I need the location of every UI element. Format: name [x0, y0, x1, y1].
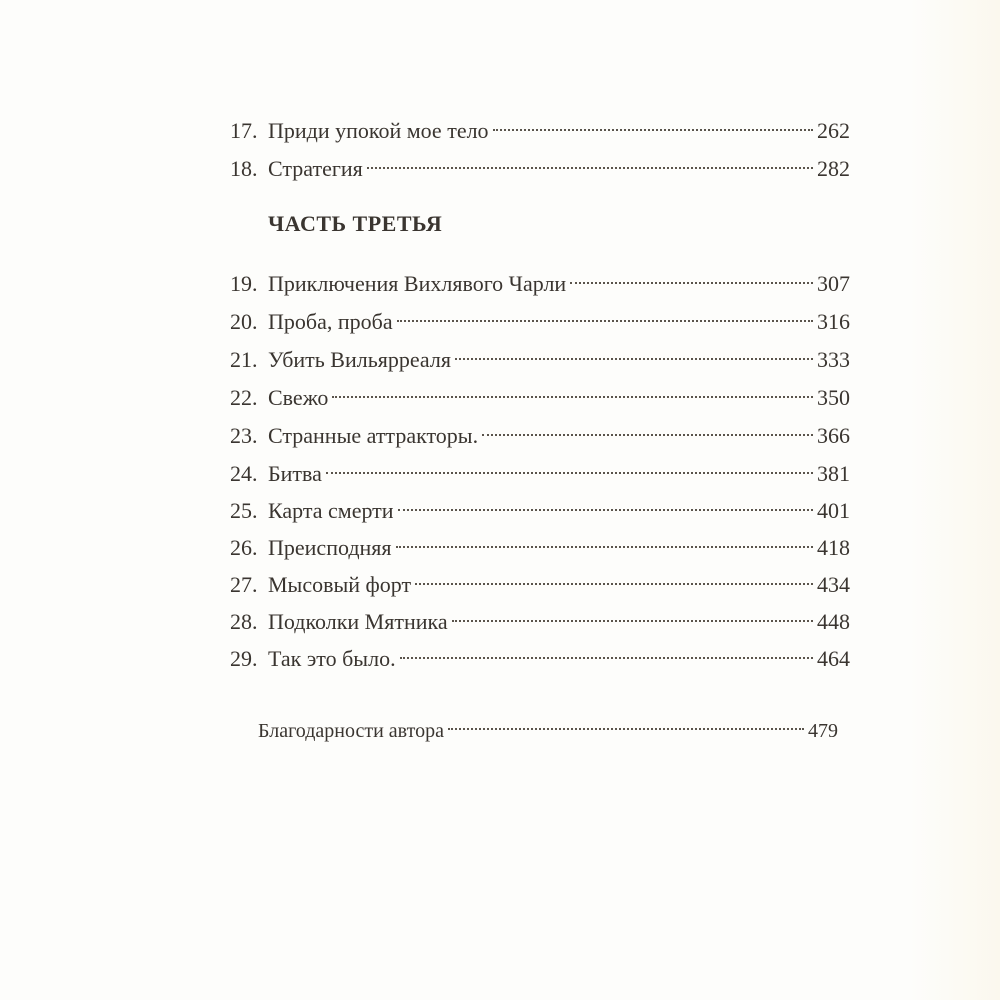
chapter-number: 26. — [230, 535, 258, 560]
chapter-number: 17. — [230, 118, 258, 143]
chapter-title: Карта смерти — [268, 498, 394, 523]
chapter-title: Проба, проба — [268, 309, 393, 334]
chapter-title: Мысовый форт — [268, 572, 412, 597]
dot-leader — [415, 583, 813, 585]
dot-leader — [493, 129, 813, 131]
chapter-number: 21. — [230, 347, 258, 372]
part-heading: ЧАСТЬ ТРЕТЬЯ — [268, 211, 443, 236]
dot-leader — [482, 434, 813, 436]
toc-entry — [230, 495, 850, 527]
toc-entry — [230, 606, 850, 638]
chapter-title: Подколки Мятника — [268, 609, 448, 634]
page-edge-shadow — [910, 0, 1000, 1000]
chapter-title: Битва — [268, 461, 322, 486]
toc-entry — [230, 458, 850, 490]
chapter-number: 27. — [230, 572, 258, 597]
page-number: 381 — [817, 461, 850, 486]
chapter-title: Убить Вильярреаля — [268, 347, 451, 372]
page-number: 434 — [817, 572, 850, 597]
dot-leader — [326, 472, 813, 474]
chapter-number: 28. — [230, 609, 258, 634]
chapter-number: 24. — [230, 461, 258, 486]
chapter-title: Стратегия — [268, 156, 363, 181]
dot-leader — [570, 282, 813, 284]
toc-entry — [230, 268, 850, 300]
acknowledgements-title: Благодарности автора — [258, 720, 444, 742]
toc-entry — [230, 532, 850, 564]
toc-entry — [230, 420, 850, 452]
toc-entry — [230, 643, 850, 675]
page-number: 366 — [817, 423, 850, 448]
dot-leader — [367, 167, 813, 169]
toc-entry — [230, 306, 850, 338]
chapter-number: 25. — [230, 498, 258, 523]
toc-entry-acknowledgements — [258, 715, 838, 747]
chapter-number: 22. — [230, 385, 258, 410]
chapter-title: Преисподняя — [268, 535, 392, 560]
dot-leader — [448, 728, 804, 730]
dot-leader — [452, 620, 813, 622]
chapter-title: Приключения Вихлявого Чарли — [268, 271, 567, 296]
page-number: 418 — [817, 535, 850, 560]
page-number: 307 — [817, 271, 850, 296]
page-number: 316 — [817, 309, 850, 334]
chapter-number: 20. — [230, 309, 258, 334]
page-number: 282 — [817, 156, 850, 181]
chapter-number: 23. — [230, 423, 258, 448]
chapter-number: 19. — [230, 271, 258, 296]
chapter-title: Так это было. — [268, 646, 396, 671]
page-number: 333 — [817, 347, 850, 372]
chapter-number: 18. — [230, 156, 258, 181]
page-number: 262 — [817, 118, 850, 143]
chapter-title: Свежо — [268, 385, 329, 410]
page-number: 479 — [808, 720, 838, 742]
dot-leader — [400, 657, 813, 659]
toc-entry — [230, 344, 850, 376]
page-number: 350 — [817, 385, 850, 410]
toc-entry — [230, 115, 850, 147]
page-number: 448 — [817, 609, 850, 634]
dot-leader — [396, 546, 813, 548]
dot-leader — [455, 358, 813, 360]
page-number: 401 — [817, 498, 850, 523]
page-number: 464 — [817, 646, 850, 671]
chapter-title: Странные аттракторы. — [268, 423, 479, 448]
toc-entry — [230, 382, 850, 414]
toc-entry — [230, 153, 850, 185]
dot-leader — [397, 320, 813, 322]
toc-entry — [230, 569, 850, 601]
dot-leader — [332, 396, 813, 398]
chapter-title: Приди упокой мое тело — [268, 118, 489, 143]
dot-leader — [398, 509, 813, 511]
chapter-number: 29. — [230, 646, 258, 671]
